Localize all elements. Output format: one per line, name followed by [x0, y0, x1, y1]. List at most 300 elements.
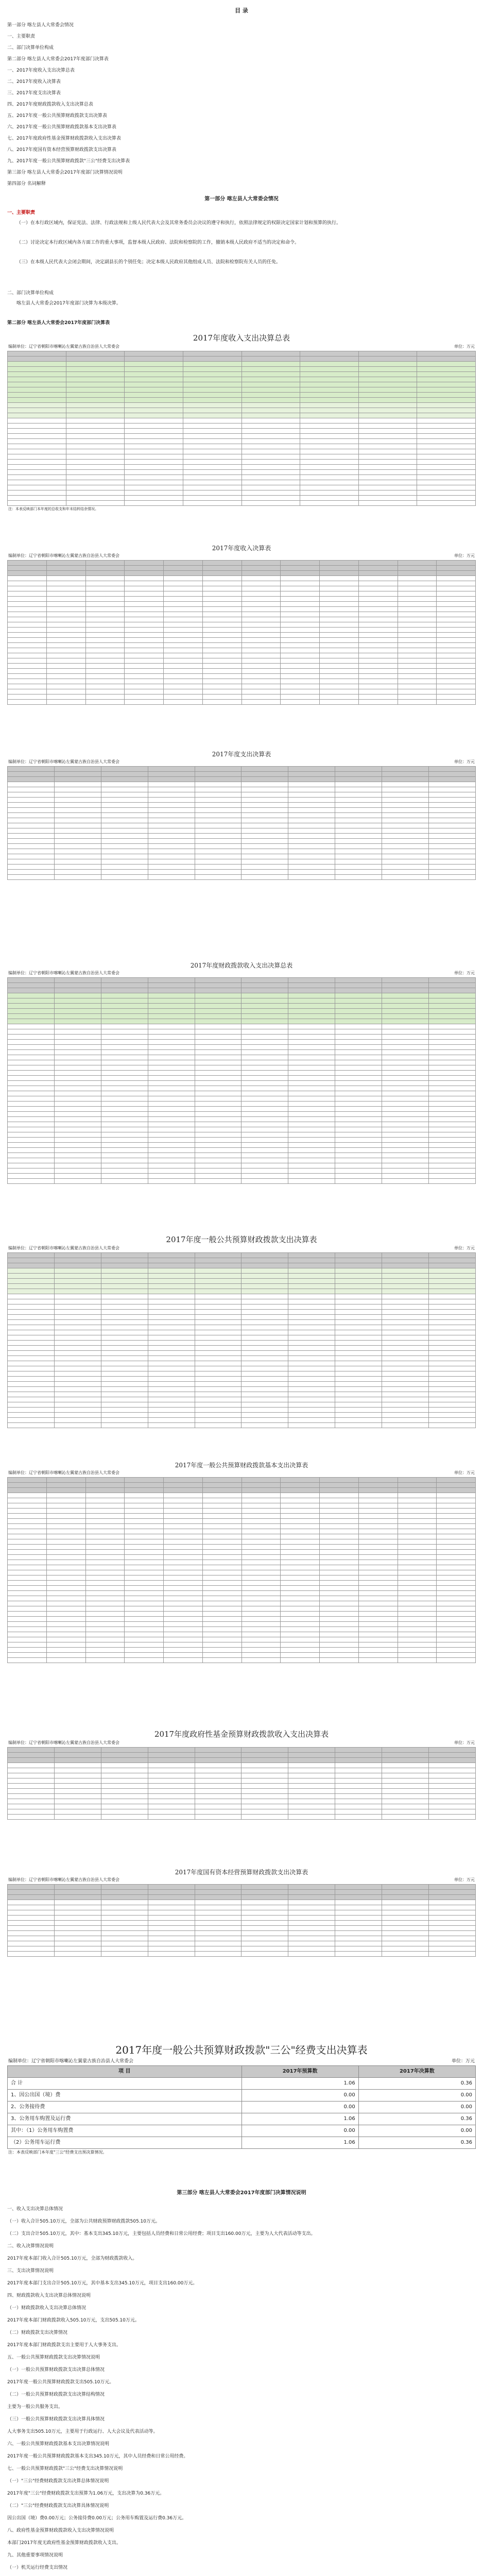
table-cell: [382, 797, 429, 802]
table-cell: [46, 637, 85, 642]
table-cell: [288, 1310, 335, 1315]
table-cell: [398, 570, 437, 575]
table-cell: [148, 1106, 195, 1111]
table-cell: [8, 1377, 55, 1382]
table-cell: [183, 465, 242, 470]
table-cell: [382, 1080, 429, 1086]
table-row: [8, 1941, 476, 1946]
table-cell: [417, 372, 476, 377]
table-cell: [437, 632, 476, 637]
table-cell: [164, 1637, 203, 1642]
table-cell: [429, 828, 476, 833]
table-cell: [164, 1647, 203, 1652]
table-cell: [54, 1794, 101, 1799]
table-cell: [202, 1482, 242, 1487]
toc-line: 三、2017年度支出决算表: [7, 91, 61, 96]
table-cell: [281, 1487, 320, 1493]
table-cell: [382, 1346, 429, 1351]
table-cell: [429, 1925, 476, 1930]
table-cell: [101, 807, 148, 812]
table-cell: [164, 1596, 203, 1601]
table-cell: [281, 1570, 320, 1575]
table-cell: [148, 818, 195, 823]
table-cell: [101, 864, 148, 869]
table-cell: [8, 480, 66, 485]
table-cell: [398, 1621, 437, 1626]
table-row: [8, 403, 476, 408]
table-cell: [242, 833, 288, 838]
table-row: [8, 480, 476, 485]
table-cell: [101, 1413, 148, 1418]
table-cell: [8, 1049, 55, 1055]
table-cell: [429, 1274, 476, 1279]
table-cell: [8, 1493, 47, 1498]
table-row: [8, 1915, 476, 1920]
table-cell: [101, 1392, 148, 1397]
table-cell: [125, 632, 164, 637]
table-cell: [46, 1621, 85, 1626]
table-cell: [242, 1284, 288, 1289]
table-cell: [429, 1096, 476, 1101]
table-cell: [242, 1941, 288, 1946]
table-cell: [8, 1621, 47, 1626]
table-cell: [429, 1153, 476, 1158]
table-cell: [54, 1951, 101, 1956]
table-cell: [382, 812, 429, 818]
table-cell: [429, 818, 476, 823]
table-row: [8, 1585, 476, 1590]
table-cell: [335, 1758, 382, 1763]
table-row: [8, 1263, 476, 1268]
table-cell: [54, 1930, 101, 1936]
table-cell: [8, 1299, 55, 1304]
table-cell: [429, 1284, 476, 1289]
table-cell: [148, 1789, 195, 1794]
table-cell: [320, 1554, 359, 1560]
table-cell: [288, 1284, 335, 1289]
table-cell: [335, 1920, 382, 1925]
table-cell: [85, 575, 125, 581]
table-cell: [288, 1768, 335, 1773]
table-cell: [288, 1163, 335, 1168]
table-row: [8, 689, 476, 694]
table-cell: [382, 1366, 429, 1371]
table-cell: [281, 1616, 320, 1621]
table-cell: [335, 988, 382, 993]
table-cell: [382, 1086, 429, 1091]
table-row: [8, 1253, 476, 1258]
table-cell: [8, 1060, 55, 1065]
table-of-contents: [7, 20, 316, 190]
table-cell: [164, 581, 203, 586]
table3-org: 编制单位：辽宁省朝阳市喀喇沁左翼蒙古族自治县人大常委会: [8, 759, 119, 765]
table-cell: [101, 792, 148, 797]
table-cell: [101, 1789, 148, 1794]
table-cell: [335, 1905, 382, 1910]
part3-title: 第三部分 喀左县人大常委会2017年度部门决算情况说明: [177, 2190, 306, 2196]
table-cell: [54, 1106, 101, 1111]
table-cell: [382, 1008, 429, 1013]
table-cell: [242, 372, 300, 377]
table-cell: [288, 792, 335, 797]
table-cell: [8, 1482, 47, 1487]
table-cell: [281, 612, 320, 617]
table-cell: [335, 792, 382, 797]
table-cell: [281, 1508, 320, 1513]
table-cell: [8, 663, 47, 668]
table-row: [8, 1503, 476, 1508]
table-cell: [101, 1884, 148, 1889]
table-cell: [242, 485, 300, 490]
table-cell: [195, 1418, 242, 1423]
table-cell: [398, 1590, 437, 1596]
table-cell: [148, 1158, 195, 1163]
table-row: [8, 1111, 476, 1116]
table-cell: [288, 874, 335, 879]
table-cell: [8, 843, 55, 849]
table-cell: [101, 1065, 148, 1070]
table-cell: [288, 1168, 335, 1173]
table-row: [8, 699, 476, 704]
table-cell: [164, 1657, 203, 1663]
table-cell: [54, 812, 101, 818]
table-cell: [164, 1611, 203, 1616]
table-cell: [300, 418, 359, 423]
table-cell: [429, 1402, 476, 1408]
table-cell: [429, 1905, 476, 1910]
table-cell: [202, 1616, 242, 1621]
table-cell: [8, 617, 47, 622]
table-cell: [242, 1263, 288, 1268]
table-cell: [398, 679, 437, 684]
table-cell: [8, 802, 55, 807]
table-cell: [358, 1570, 398, 1575]
table-cell: [335, 1034, 382, 1039]
table-cell: [164, 1652, 203, 1657]
table-cell: [148, 1060, 195, 1065]
table-cell: [46, 565, 85, 570]
table-cell: [288, 1320, 335, 1325]
table-row: [8, 684, 476, 689]
table-cell: [8, 403, 66, 408]
table9-org: 编制单位：辽宁省朝阳市喀喇沁左翼蒙古族自治县人大常委会: [8, 2059, 134, 2064]
table-cell: [320, 1626, 359, 1632]
table-cell: [125, 617, 164, 622]
table-cell: [46, 1523, 85, 1529]
table-cell: [195, 1080, 242, 1086]
table-cell: [382, 1341, 429, 1346]
table-cell: [85, 1601, 125, 1606]
table-cell: [202, 648, 242, 653]
table-cell: [54, 1034, 101, 1039]
table-cell: [429, 859, 476, 864]
table-cell: [202, 1647, 242, 1652]
table-cell: [54, 1163, 101, 1168]
table-cell: [335, 977, 382, 982]
table-cell: [148, 797, 195, 802]
table-cell: [437, 1513, 476, 1518]
part1-h1: 一、主要职责: [7, 210, 36, 215]
table-row: [8, 694, 476, 699]
table-cell: [429, 1080, 476, 1086]
table-cell: [66, 496, 125, 501]
table-cell: [8, 1310, 55, 1315]
table-cell: [320, 1575, 359, 1580]
table-cell: [382, 1418, 429, 1423]
table-cell: [281, 586, 320, 591]
table-cell: [148, 1768, 195, 1773]
table-cell: [335, 1268, 382, 1274]
table-cell: [101, 797, 148, 802]
table-cell: [437, 622, 476, 627]
table-cell: [242, 1055, 288, 1060]
table-cell: [148, 1387, 195, 1392]
table-cell: [398, 1626, 437, 1632]
table-cell: [85, 1513, 125, 1518]
table-row: [8, 1065, 476, 1070]
table-cell: [101, 1258, 148, 1263]
table-cell: [54, 802, 101, 807]
table-cell: [8, 490, 66, 496]
table-cell: [242, 570, 281, 575]
table-cell: [101, 766, 148, 771]
table-cell: [429, 1951, 476, 1956]
table-cell: [242, 1142, 288, 1147]
table-cell: [358, 1601, 398, 1606]
table-cell: [195, 1423, 242, 1428]
table-cell: [242, 1173, 288, 1178]
table-cell: [335, 1106, 382, 1111]
table1-title: 2017年度收入支出决算总表: [193, 333, 290, 343]
table-cell: [242, 1946, 288, 1951]
table-cell: [382, 1377, 429, 1382]
table-cell: [382, 1925, 429, 1930]
table-cell: [242, 988, 288, 993]
table-cell: [335, 1142, 382, 1147]
table-cell: [164, 679, 203, 684]
table-cell: [148, 1341, 195, 1346]
table-cell: [242, 812, 288, 818]
table-cell: [195, 1408, 242, 1413]
table-cell: [429, 838, 476, 843]
table-cell: [101, 1122, 148, 1127]
table-cell: [8, 1178, 55, 1183]
table-cell: [382, 977, 429, 982]
table-cell: [429, 1753, 476, 1758]
table-cell: [8, 570, 47, 575]
table-cell: [202, 658, 242, 663]
table-cell: [358, 1534, 398, 1539]
table-cell: [202, 1601, 242, 1606]
table-cell: [358, 434, 417, 439]
table-cell: [429, 782, 476, 787]
table-cell: [202, 1560, 242, 1565]
table-cell: [46, 694, 85, 699]
table-cell: [125, 684, 164, 689]
table-cell: [358, 1482, 398, 1487]
table-cell: [101, 1930, 148, 1936]
table-cell: [125, 1606, 164, 1611]
table-cell: [8, 823, 55, 828]
table-cell: [66, 408, 125, 413]
table-cell: [54, 998, 101, 1003]
table-cell: [195, 1122, 242, 1127]
toc-line: 一、2017年度收入支出决算总表: [7, 68, 75, 73]
table-cell: [164, 1616, 203, 1621]
table-cell: [164, 570, 203, 575]
table-cell: [429, 849, 476, 854]
table-cell: [335, 1763, 382, 1768]
table-cell: [46, 1616, 85, 1621]
table-cell: [85, 1626, 125, 1632]
table-cell: [125, 1596, 164, 1601]
table-cell: [101, 1371, 148, 1377]
table-cell: [335, 776, 382, 782]
table-cell: [398, 1570, 437, 1575]
table-cell: [382, 1070, 429, 1075]
table-cell: [417, 408, 476, 413]
table-cell: [382, 982, 429, 988]
table-cell: [417, 362, 476, 367]
table-cell: [288, 988, 335, 993]
table-row: [8, 1366, 476, 1371]
table-cell: [54, 1055, 101, 1060]
table-cell: [195, 874, 242, 879]
table-cell: [85, 560, 125, 565]
table-row: [8, 1294, 476, 1299]
table-cell: [242, 1325, 288, 1330]
table-cell: [382, 771, 429, 776]
table-cell: [164, 1487, 203, 1493]
table-cell: [382, 1889, 429, 1894]
table-cell: [85, 1539, 125, 1544]
table-cell: [8, 1065, 55, 1070]
table-cell: [148, 1268, 195, 1274]
table-cell: [125, 413, 183, 418]
table-cell: [101, 1101, 148, 1106]
table-cell: [242, 1570, 281, 1575]
table-cell: [382, 1116, 429, 1122]
table-cell: [398, 1554, 437, 1560]
table-cell: [398, 1518, 437, 1523]
table-cell: [202, 653, 242, 658]
table-cell: [8, 1320, 55, 1325]
table-cell: [242, 1894, 288, 1900]
table-cell: [46, 653, 85, 658]
table-row: [8, 1773, 476, 1778]
table-cell: [8, 429, 66, 434]
table-cell: [8, 998, 55, 1003]
table-cell: [288, 1029, 335, 1034]
table-row: [8, 1601, 476, 1606]
table-cell: [195, 1330, 242, 1335]
table-cell: [398, 1565, 437, 1570]
table-cell: [358, 480, 417, 485]
table-cell: [202, 637, 242, 642]
table-cell: [300, 496, 359, 501]
table-row: [8, 1549, 476, 1554]
table-cell: [281, 627, 320, 632]
table-cell: [101, 1946, 148, 1951]
table-cell: [85, 637, 125, 642]
table-row: [8, 1951, 476, 1956]
table-cell: [417, 490, 476, 496]
table-cell: [85, 601, 125, 606]
table-row: [8, 1930, 476, 1936]
table-cell: [358, 398, 417, 403]
table-cell: [85, 1493, 125, 1498]
table-cell: [358, 470, 417, 475]
table-cell: [281, 1477, 320, 1482]
table-cell: [429, 1060, 476, 1065]
table-cell: [429, 1315, 476, 1320]
table-row: [8, 658, 476, 663]
table-cell: [335, 1423, 382, 1428]
table-cell: [417, 382, 476, 387]
table-cell: [398, 1637, 437, 1642]
table-cell: [85, 565, 125, 570]
table-cell: [125, 1529, 164, 1534]
table-cell: [54, 1335, 101, 1341]
table-cell: [8, 653, 47, 658]
table-cell: [8, 1392, 55, 1397]
table-cell: [195, 1263, 242, 1268]
table-cell: [382, 1941, 429, 1946]
table-cell: [148, 1086, 195, 1091]
table-cell: [242, 1482, 281, 1487]
table-cell: [195, 1925, 242, 1930]
table-cell: [8, 1606, 47, 1611]
table-cell: [417, 470, 476, 475]
table-cell: [398, 1616, 437, 1621]
table-cell: [335, 1884, 382, 1889]
table-row: [8, 874, 476, 879]
table-cell: [437, 663, 476, 668]
table-cell: [125, 1549, 164, 1554]
table-cell: [242, 1304, 288, 1310]
table-cell: [8, 673, 47, 679]
table-cell: [242, 627, 281, 632]
table-cell: [125, 570, 164, 575]
table-cell: [281, 689, 320, 694]
table-cell: [125, 648, 164, 653]
table-cell: [8, 423, 66, 429]
table-cell: [85, 1632, 125, 1637]
table-cell: [437, 565, 476, 570]
table-row: [8, 1178, 476, 1183]
table-government-fund: [7, 1726, 476, 1844]
table-cell: [183, 372, 242, 377]
table-cell: [8, 1626, 47, 1632]
table-cell: [46, 617, 85, 622]
table-cell: [195, 977, 242, 982]
table-cell: [382, 1910, 429, 1915]
table-cell: [202, 565, 242, 570]
table-cell: [429, 1784, 476, 1789]
table-cell: [164, 1544, 203, 1549]
table-cell: [398, 673, 437, 679]
table-cell: [125, 1554, 164, 1560]
table-cell: [335, 1153, 382, 1158]
table6-unit: 单位：万元: [454, 1470, 475, 1476]
table-cell: [8, 1920, 55, 1925]
table-cell: [8, 684, 47, 689]
explanation-line: （二）支出合计505.10万元，其中：基本支出345.10万元，主要包括人员经费和日常公用经费；项目支出160.00万元，主要为人大代表活动等支出。: [7, 2231, 316, 2236]
table-row: [8, 1884, 476, 1889]
table-cell: [242, 1111, 288, 1116]
table-cell: [148, 1936, 195, 1941]
table-row: [8, 833, 476, 838]
